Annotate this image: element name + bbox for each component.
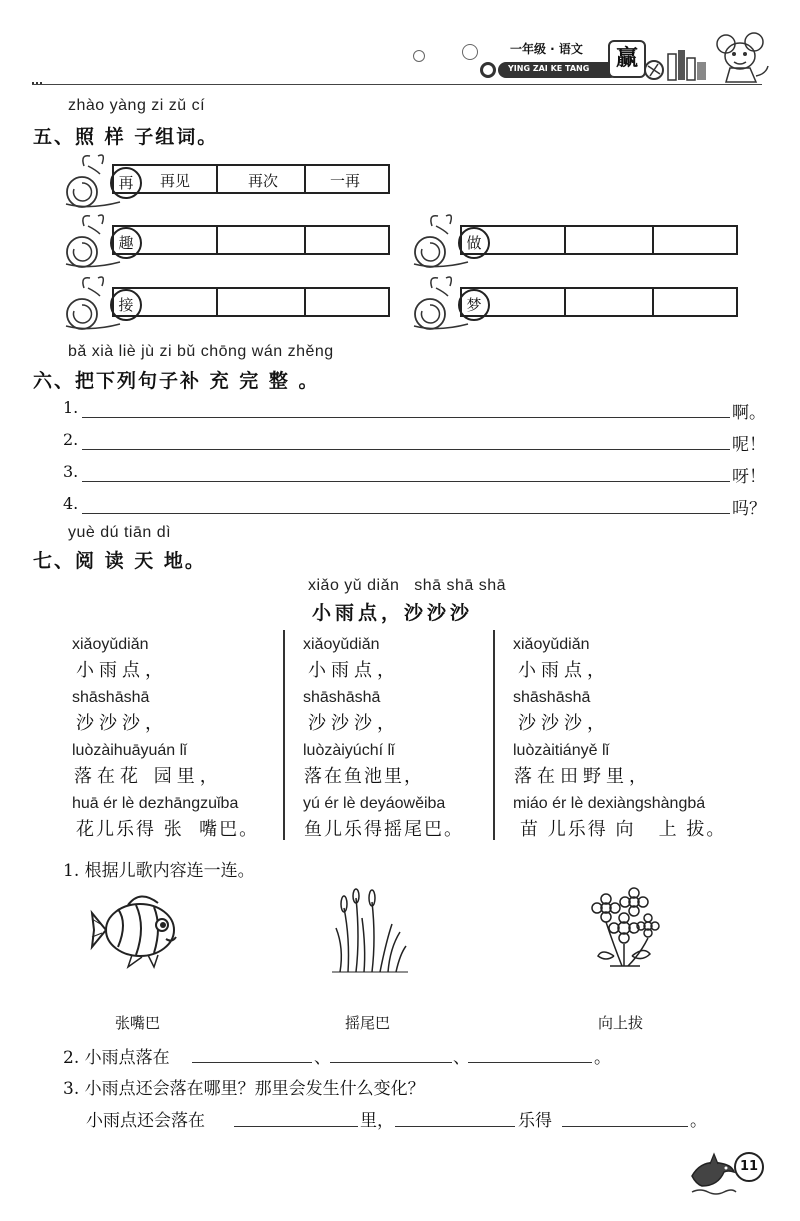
line-end: 呀！ (732, 467, 766, 487)
poem-pinyin: luòzàihuāyuán lǐ (72, 742, 187, 759)
grade-banner (480, 38, 625, 82)
poem-pinyin: luòzàiyúchí lǐ (303, 742, 395, 759)
caption: 摇尾巴 (345, 1014, 391, 1032)
answer-line[interactable] (468, 1062, 592, 1063)
answer-line[interactable] (82, 513, 730, 514)
line-number: 1. (63, 398, 79, 417)
answer-part: 小雨点还会落在 (86, 1111, 205, 1131)
answer-line[interactable] (82, 417, 730, 418)
answer-line[interactable] (395, 1126, 515, 1127)
line-end: 啊。 (732, 403, 766, 423)
poem-line: 沙沙沙， (308, 713, 400, 734)
snail-char: 做 (458, 227, 490, 259)
poem-pinyin: miáo ér lè dexiàngshàngbá (513, 795, 706, 812)
section5-pinyin: zhào yàng zi zǔ cí (68, 97, 206, 114)
question-1: 1. 根据儿歌内容连一连。 (63, 861, 255, 881)
answer-part: 乐得 (518, 1111, 552, 1131)
poem-pinyin: shāshāshā (72, 689, 150, 706)
flowers-icon (584, 886, 664, 971)
header-rule (32, 84, 762, 85)
period: 。 (594, 1048, 611, 1068)
poem-pinyin: huā ér lè dezhāngzuǐba (72, 795, 239, 812)
section7-title: 七、阅 读 天 地。 (33, 550, 206, 572)
poem-pinyin: yú ér lè deyáowěiba (303, 795, 446, 812)
brand-pinyin: YING ZAI KE TANG (508, 64, 590, 73)
line-end: 吗？ (732, 499, 766, 519)
answer-line[interactable] (82, 481, 730, 482)
poem-line: 小雨点， (76, 660, 168, 681)
poem-pinyin: luòzàitiányě lǐ (513, 742, 610, 759)
section7-pinyin: yuè dú tiān dì (68, 524, 172, 541)
column-divider (283, 630, 285, 840)
question-2-label: 2. 小雨点落在 (63, 1048, 170, 1068)
banner-circle-icon (480, 62, 496, 78)
answer-cells[interactable] (112, 225, 390, 255)
example-word: 再见 (160, 172, 191, 190)
mouse-mascot-icon (712, 30, 772, 85)
section5-title: 五、照 样 子组词。 (33, 126, 219, 148)
answer-line[interactable] (330, 1062, 452, 1063)
poem-line: 小雨点， (308, 660, 400, 681)
answer-part: 里， (360, 1111, 394, 1131)
snail-char: 再 (110, 167, 142, 199)
poem-title: 小雨点，沙沙沙 (312, 602, 474, 624)
line-end: 呢！ (732, 435, 766, 455)
section6-pinyin: bǎ xià liè jù zi bǔ chōng wán zhěng (68, 343, 334, 360)
poem-line: 沙沙沙， (76, 713, 168, 734)
page-number: 11 (734, 1152, 764, 1182)
poem-line: 落在田野里， (514, 766, 652, 787)
brand-char: 赢 (608, 40, 646, 78)
poem-line: 苗 儿乐得 向 上 拔。 (520, 819, 727, 840)
header (0, 0, 800, 90)
snail-char: 趣 (110, 227, 142, 259)
column-divider (493, 630, 495, 840)
poem-pinyin: xiǎoyǔdiǎn (303, 636, 380, 653)
poem-pinyin: xiǎoyǔdiǎn (72, 636, 149, 653)
caption: 张嘴巴 (115, 1014, 161, 1032)
example-word: 再次 (248, 172, 279, 190)
answer-cells[interactable] (460, 225, 738, 255)
answer-cells[interactable] (112, 287, 390, 317)
poem-line: 花儿乐得 张 嘴巴。 (76, 819, 260, 840)
separator: 、 (314, 1048, 331, 1068)
answer-line[interactable] (234, 1126, 358, 1127)
poem-pinyin: shāshāshā (513, 689, 591, 706)
poem-pinyin: shāshāshā (303, 689, 381, 706)
answer-line[interactable] (82, 449, 730, 450)
poem-line: 落在鱼池里， (304, 766, 424, 787)
poem-line: 沙沙沙， (518, 713, 610, 734)
ball-books-icon (640, 42, 712, 82)
line-number: 2. (63, 430, 79, 449)
line-number: 4. (63, 494, 79, 513)
reeds-icon (330, 888, 410, 973)
answer-line[interactable] (562, 1126, 688, 1127)
circle-deco-icon (413, 50, 425, 62)
answer-line[interactable] (192, 1062, 312, 1063)
example-word-cells (112, 164, 390, 194)
period: 。 (690, 1111, 707, 1131)
answer-cells[interactable] (460, 287, 738, 317)
separator: 、 (453, 1048, 470, 1068)
snail-char: 接 (110, 289, 142, 321)
poem-title-pinyin: xiǎo yǔ diǎn shā shā shā (308, 577, 507, 594)
dolphin-icon (688, 1150, 738, 1200)
circle-deco-icon (462, 44, 478, 60)
snail-char: 梦 (458, 289, 490, 321)
example-word: 一再 (330, 172, 361, 190)
fish-icon (88, 885, 188, 970)
poem-line: 鱼儿乐得摇尾巴。 (304, 819, 464, 840)
poem-pinyin: xiǎoyǔdiǎn (513, 636, 590, 653)
line-number: 3. (63, 462, 79, 481)
poem-line: 小雨点， (518, 660, 610, 681)
poem-line: 落在花 园里， (74, 766, 223, 787)
question-3: 3. 小雨点还会落在哪里？那里会发生什么变化？ (63, 1079, 425, 1099)
grade-subject: 一年级 · 语文 (510, 42, 583, 56)
section6-title: 六、把下列句子补 充 完 整 。 (33, 370, 320, 392)
caption: 向上拔 (598, 1014, 644, 1032)
